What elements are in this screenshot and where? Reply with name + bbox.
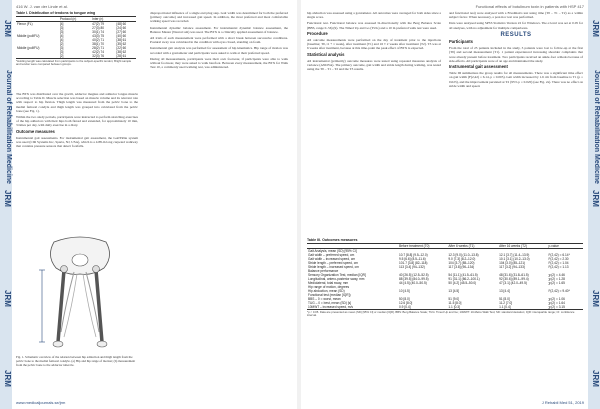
- journal-side-label: JRM: [3, 290, 12, 307]
- right-side-strip: [588, 0, 600, 409]
- table-cell: χ²(2) = 1.64: [548, 301, 565, 305]
- table-cell: χ²(2) = 1.28: [548, 277, 565, 281]
- table-1: [16, 11, 136, 67]
- left-column-2: [150, 11, 288, 71]
- table-cell: 50 [8.0]: [399, 297, 410, 301]
- table-cell: [2]: [59, 42, 64, 46]
- paragraph: Table III summarizes the group results for all measurements. There was a significant time effect on gait width (F(2,42) = 6.14, p = 0.005). Gait width increased by 1.6 cm from baseline to T1 (p = 0.023), and the improvement persisted at T2 (95% p = 0.020) (see Fig. 2a). There was no effect on stride width and speed.: [449, 71, 583, 88]
- table-cell: [40] 60: [116, 34, 127, 38]
- table-cell: 91 [31.1] (86.2–100.1): [448, 277, 480, 281]
- table-cell: 13 [4.4]: [499, 289, 510, 293]
- table-cell: [3]: [59, 26, 64, 30]
- table-cell: [3]: [59, 46, 64, 50]
- table-header-cell: p-value: [548, 244, 559, 248]
- table-cell: 12.3 [9.0] (11.0–13.8): [448, 253, 479, 257]
- left-page: [0, 0, 299, 409]
- table-cell: [35] 62: [116, 42, 127, 46]
- journal-side-label: JRM: [3, 190, 12, 207]
- table-cell: Hip abduction, mean (SD): [308, 289, 345, 293]
- paragraph: hip abduction was assessed using a goniometer. All outcomes were averaged for both sides since a single score.: [307, 11, 441, 20]
- journal-side-label: JRM: [3, 20, 12, 37]
- table-cell: 38(1) 70: [92, 42, 105, 46]
- table-cell: BBS – 0 = worst, mean: [308, 297, 341, 301]
- table-cell: 42(2) 74: [92, 50, 105, 54]
- journal-side-long-label: Journal of Rehabilitation Medicine: [593, 70, 600, 184]
- paragraph: All instrumental (primarily) outcome measures were tested using repeated measures analysis of variance (ANOVA). The primary outcome, gait width and stride length during walking, was tested using the T0 – T1 – T2 and the T3 results.: [307, 58, 441, 72]
- table-cell: 27(3) 80: [92, 26, 105, 30]
- table-cell: F(2,42) = 2.30: [548, 257, 569, 261]
- table-cell: Stride length – increased speed, cm: [308, 265, 359, 269]
- table-cell: 40(2) 71: [92, 38, 105, 42]
- table-cell: 104 [3.0] (85–121): [499, 261, 526, 265]
- section-title: Participants: [449, 39, 473, 45]
- table-note: *Holding length was calculated from participants to the subject-specific tendon; Bright sample and tendon were compared between groups.: [16, 59, 132, 67]
- table-cell: 88 [39.5] (84.0–99.5): [399, 277, 429, 281]
- table-cell: 47 [3.1] (42.0–49.5): [499, 281, 527, 285]
- pelvis-thigh-figure: [34, 232, 126, 352]
- paragraph: Data were analysed using SPSS Statistics Version 22 for Windows. The α level was set at 0.05 for all analyses, with no adjustment for multiple comparisons.: [449, 21, 583, 30]
- table-cell: F(2,42) = 6.14*: [548, 253, 570, 257]
- table-cell: Hip range of motion, degrees: [308, 285, 350, 289]
- table-cell: 10.7 [8.8] (9.5–12.0): [399, 253, 428, 257]
- table-cell: Gait width – increased speed, cm: [308, 257, 356, 261]
- table-cell: Functional test (median [IQR]): [308, 293, 351, 297]
- table-cell: 44 [4.5] (40.0–50.5): [399, 281, 427, 285]
- table-header-cell: After 16 weeks (T2): [499, 244, 527, 248]
- table-3: [307, 238, 583, 318]
- section-title: Instrumental gait assessment: [449, 64, 508, 70]
- table-cell: [3]: [59, 30, 64, 34]
- paragraph: Within the two study periods, participants were instructed to perform stretching exercises of the hip adductors with their hips both flexed and extended, for approximately 10 min, 3 times per day, with daily exercise in a diary.: [16, 115, 138, 128]
- table-cell: [38] 61: [116, 38, 127, 42]
- table-cell: F(2,42) = 1.04: [548, 261, 569, 265]
- table-caption: Table III. Outcomes measures: [307, 238, 358, 242]
- table-cell: 101.7 [3.8] (82–118): [399, 261, 428, 265]
- table-cell: χ²(2) = 4.46: [548, 273, 565, 277]
- left-side-strip: [0, 0, 12, 409]
- paragraph: Instrumental dynamic balance assessment. For instrumental dynamic balance assessment, the Balance Master (NeuroCom) was used. The BTX is a clinically applied assessment of balance.: [150, 25, 288, 34]
- table-cell: Gait width – preferred speed, cm: [308, 253, 355, 257]
- table-cell: Middle (pull/FU): [17, 46, 40, 50]
- table-cell: χ²(2) = 1.65: [548, 281, 565, 285]
- table-cell: [28] 61: [116, 54, 127, 58]
- journal-side-label: JRM: [3, 370, 12, 387]
- table-cell: 1.1 [0.3]: [448, 305, 460, 309]
- table-cell: F(2,42) = 1.13: [548, 265, 569, 269]
- table-cell: 13 [4.5]: [448, 289, 460, 293]
- table-header-cell: After 6 weeks (T1): [448, 244, 475, 248]
- table-cell: [38] 62: [116, 50, 127, 54]
- paragraph: During all measurements, participants were their own footwear, if participants were able to walk without footwear, they were asked to walk barefoot. Between every measurement, the BTX for Walk Test 10, a commonly used walking test, was administered.: [150, 56, 288, 70]
- table-cell: 47(2) 79: [92, 22, 105, 26]
- table-cell: Mediolateral, total sway, mm: [308, 281, 349, 285]
- table-cell: [4]: [59, 38, 64, 42]
- table-cell: 40 [26.5] (12.5–52.5): [399, 273, 429, 277]
- table-cell: 48 [31.6] (31.8–61.5): [499, 273, 529, 277]
- table-cell: 28(2) 71: [92, 46, 105, 50]
- table-header-cell: Inter (n): [92, 17, 104, 21]
- paragraph: All trials of each measurement were performed with a short break between successive conditions. Postural sway was calculated in the condition with eyes closed, standing on foam.: [150, 36, 288, 45]
- table-cell: 32(3) 76: [92, 54, 105, 58]
- table-caption: Table I. Distribution of tendons to tongue wing: [16, 11, 96, 15]
- table-cell: Stride length – preferred speed, cm: [308, 261, 358, 265]
- table-header-cell: Before treatment (T0): [399, 244, 430, 248]
- table-cell: 51 [9.0]: [448, 297, 460, 301]
- table-note: *p < 0.05. Data are presented as mean (SD) [95% CI] or median [IQR]. BBS: Berg Balance Scale; TUG: Timed Up and Go; 10MWT: 10-Metre Walk Test; SD: standard deviation; IQR: interquartile range; CI: confidence interval.: [307, 310, 575, 318]
- table-row: [16, 54, 136, 59]
- table-cell: Balance performance: [308, 269, 339, 273]
- section-title: Statistical analysis: [307, 51, 345, 57]
- section-title: Outcome measures: [16, 128, 55, 134]
- journal-side-label: JRM: [591, 370, 600, 387]
- table-cell: 50 [4.2] (45.5–50.0): [448, 281, 477, 285]
- table-cell: 54 [11.1] (41.5–61.5): [448, 273, 478, 277]
- paragraph: Instrumental gait assessments. For instrumental gait assessment, the GAITRite system was used (CIR Systems Inc, Sparta, NJ, USA), which is a 4.88-m long carpeted walkway that contains pressure sensors that detect footfalls.: [16, 135, 138, 149]
- table-cell: 10.1 [3.1] (10.2–13.0): [499, 257, 530, 261]
- table-cell: TUG – 0 = best, mean (SD) [s]: [308, 301, 352, 305]
- table-cell: 11.2 [7.0]: [499, 301, 513, 305]
- table-cell: 10 [4.5]: [399, 289, 410, 293]
- table-cell: 12.6 [8.0]: [399, 301, 413, 305]
- table-cell: F(2,42) = 9.40*: [548, 289, 570, 293]
- table-cell: 1.1 [0.4]: [499, 305, 511, 309]
- table-cell: Gait Analysis, mean (SD) [95% CI]: [308, 249, 357, 253]
- table-cell: [48] 60: [116, 22, 127, 26]
- journal-side-label: JRM: [591, 290, 600, 307]
- table-cell: 43(3) 75: [92, 34, 105, 38]
- table-cell: [27] 60: [116, 30, 127, 34]
- paragraph: All outcome measurements were performed on the day of treatment prior to the injections (baseline; T0, t1 + 1 week), after treatment (T1) and 16 ± 2 weeks after treatment (T2). T3 was at 6 weeks after treatment, because at this time-point the peak effect of BTX is expected.: [307, 38, 441, 51]
- right-column-1: [307, 11, 441, 73]
- left-column-1: [16, 92, 138, 150]
- table-cell: [24] 60: [116, 26, 127, 30]
- table-cell: [4]: [59, 22, 64, 26]
- running-header: Functional effects of botulinum toxin in patients with HSP 417: [475, 4, 584, 9]
- table-cell: χ²(2) = 1.06: [548, 297, 565, 301]
- table-cell: 104 [3.7] (85–120): [448, 261, 475, 265]
- table-row: [307, 305, 583, 310]
- table-cell: [4]: [59, 34, 64, 38]
- table-cell: Sensory Organization Test, median [IQR]: [308, 273, 366, 277]
- table-cell: [2]: [59, 54, 64, 58]
- results-heading: RESULTS: [500, 31, 532, 38]
- table-cell: 9.5 [6.6] (8.5–11.6): [399, 257, 426, 261]
- paragraph: Functional test. Functional balance was assessed bi-directionally with the Berg Balance Scale (BBS, range 0–56) (9). The Timed Up and Go (TUG) and a 10 m preferred walk test were used.: [307, 21, 441, 30]
- table-cell: [3]: [59, 50, 64, 54]
- journal-side-label: JRM: [591, 20, 600, 37]
- paragraph: The BTX was distributed over the gracili, adductor magnus and adductor longus muscle according to Table II. Muscle selection was based on muscle volume and its relevant role with respect to hip flexion. Thigh length was measured from the pelvic bone to the medial femoral condyle and thigh length was grouped into calculated from the pelvic bone (see Fig. 1).: [16, 92, 138, 113]
- footer-url[interactable]: www.medicaljournals.se/jrm: [16, 400, 66, 405]
- paragraph: From the total of 25 patients included in the study, 3 patients were lost to follow-up at the first (T0) and second measurement (T1). 1 patient experienced increasing shoulder complaints that were already present before treatment. Two participants received an ankle-foot orthosis because of side-effects. All participants were of an age and maintained the study.: [449, 46, 583, 63]
- paragraph: Instrumental gait analysis was performed for assessment of hip kinematics. Hip range of motion was recorded with a goniometer and participants were asked to walk at their preferred speed.: [150, 46, 288, 55]
- table-cell: Middle (pull/FU): [17, 34, 40, 38]
- journal-side-long-label: Journal of Rehabilitation Medicine: [5, 70, 12, 184]
- journal-side-label: JRM: [591, 190, 600, 207]
- table-cell: 11.5 [8.0]: [448, 301, 462, 305]
- table-cell: Flexor (FL): [17, 22, 33, 26]
- table-cell: 10MWT – increased speed, m/s: [308, 305, 353, 309]
- paragraph: disproportional influence of a single end plug step. Gait width was determined for both the preferred (primary outcome) and increased gait speed. In addition, the most preferred and most comfortable walking speed was recorded.: [150, 11, 288, 24]
- right-page: [301, 0, 600, 409]
- table-cell: 51 [8.0]: [499, 297, 510, 301]
- running-header: 416 W. J. van der Linde et al.: [16, 4, 68, 9]
- table-cell: Longitudinal, antero-posterior sway, mm: [308, 277, 365, 281]
- table-cell: [22] 60: [116, 46, 127, 50]
- table-cell: 117 [3.2] (94–133): [499, 265, 525, 269]
- table-cell: 0.9 [0.4]: [399, 305, 411, 309]
- footer-date: J Rehabil Med 51, 2019: [541, 400, 584, 405]
- table-cell: 12.1 [3.7] (11.4–13.9): [499, 253, 530, 257]
- table-cell: 92 [30.6] (89.1–99.4): [499, 277, 529, 281]
- table-cell: 113 [3.4] (94–132): [399, 265, 425, 269]
- figure-caption: Fig. 1. Schematic overview of the relation between hip adduction and thigh length from the pelvic bone to the medial femoral condyle. (a) Hip and hip range of motion; (b) measurement from the pelvic bone to the adductor tubercle.: [16, 355, 136, 367]
- table-cell: [16, 54, 59, 59]
- table-cell: χ²(2) = 3.15: [548, 305, 565, 309]
- table-cell: 30(1) 74: [92, 30, 105, 34]
- section-title: Procedure: [307, 30, 328, 36]
- table-cell: 9.0 [7.3] (8.2–12.0): [448, 257, 476, 261]
- right-column-2: [449, 11, 583, 90]
- paragraph: and functional test) were analysed with a Friedman's test using time (T0 – T1 – T2) as a within subject factor. When necessary, a post-hoc test was performed.: [449, 11, 583, 20]
- table-header-cell: Protocol (n): [59, 17, 77, 21]
- table-cell: 117 [3.8] (96–134): [448, 265, 475, 269]
